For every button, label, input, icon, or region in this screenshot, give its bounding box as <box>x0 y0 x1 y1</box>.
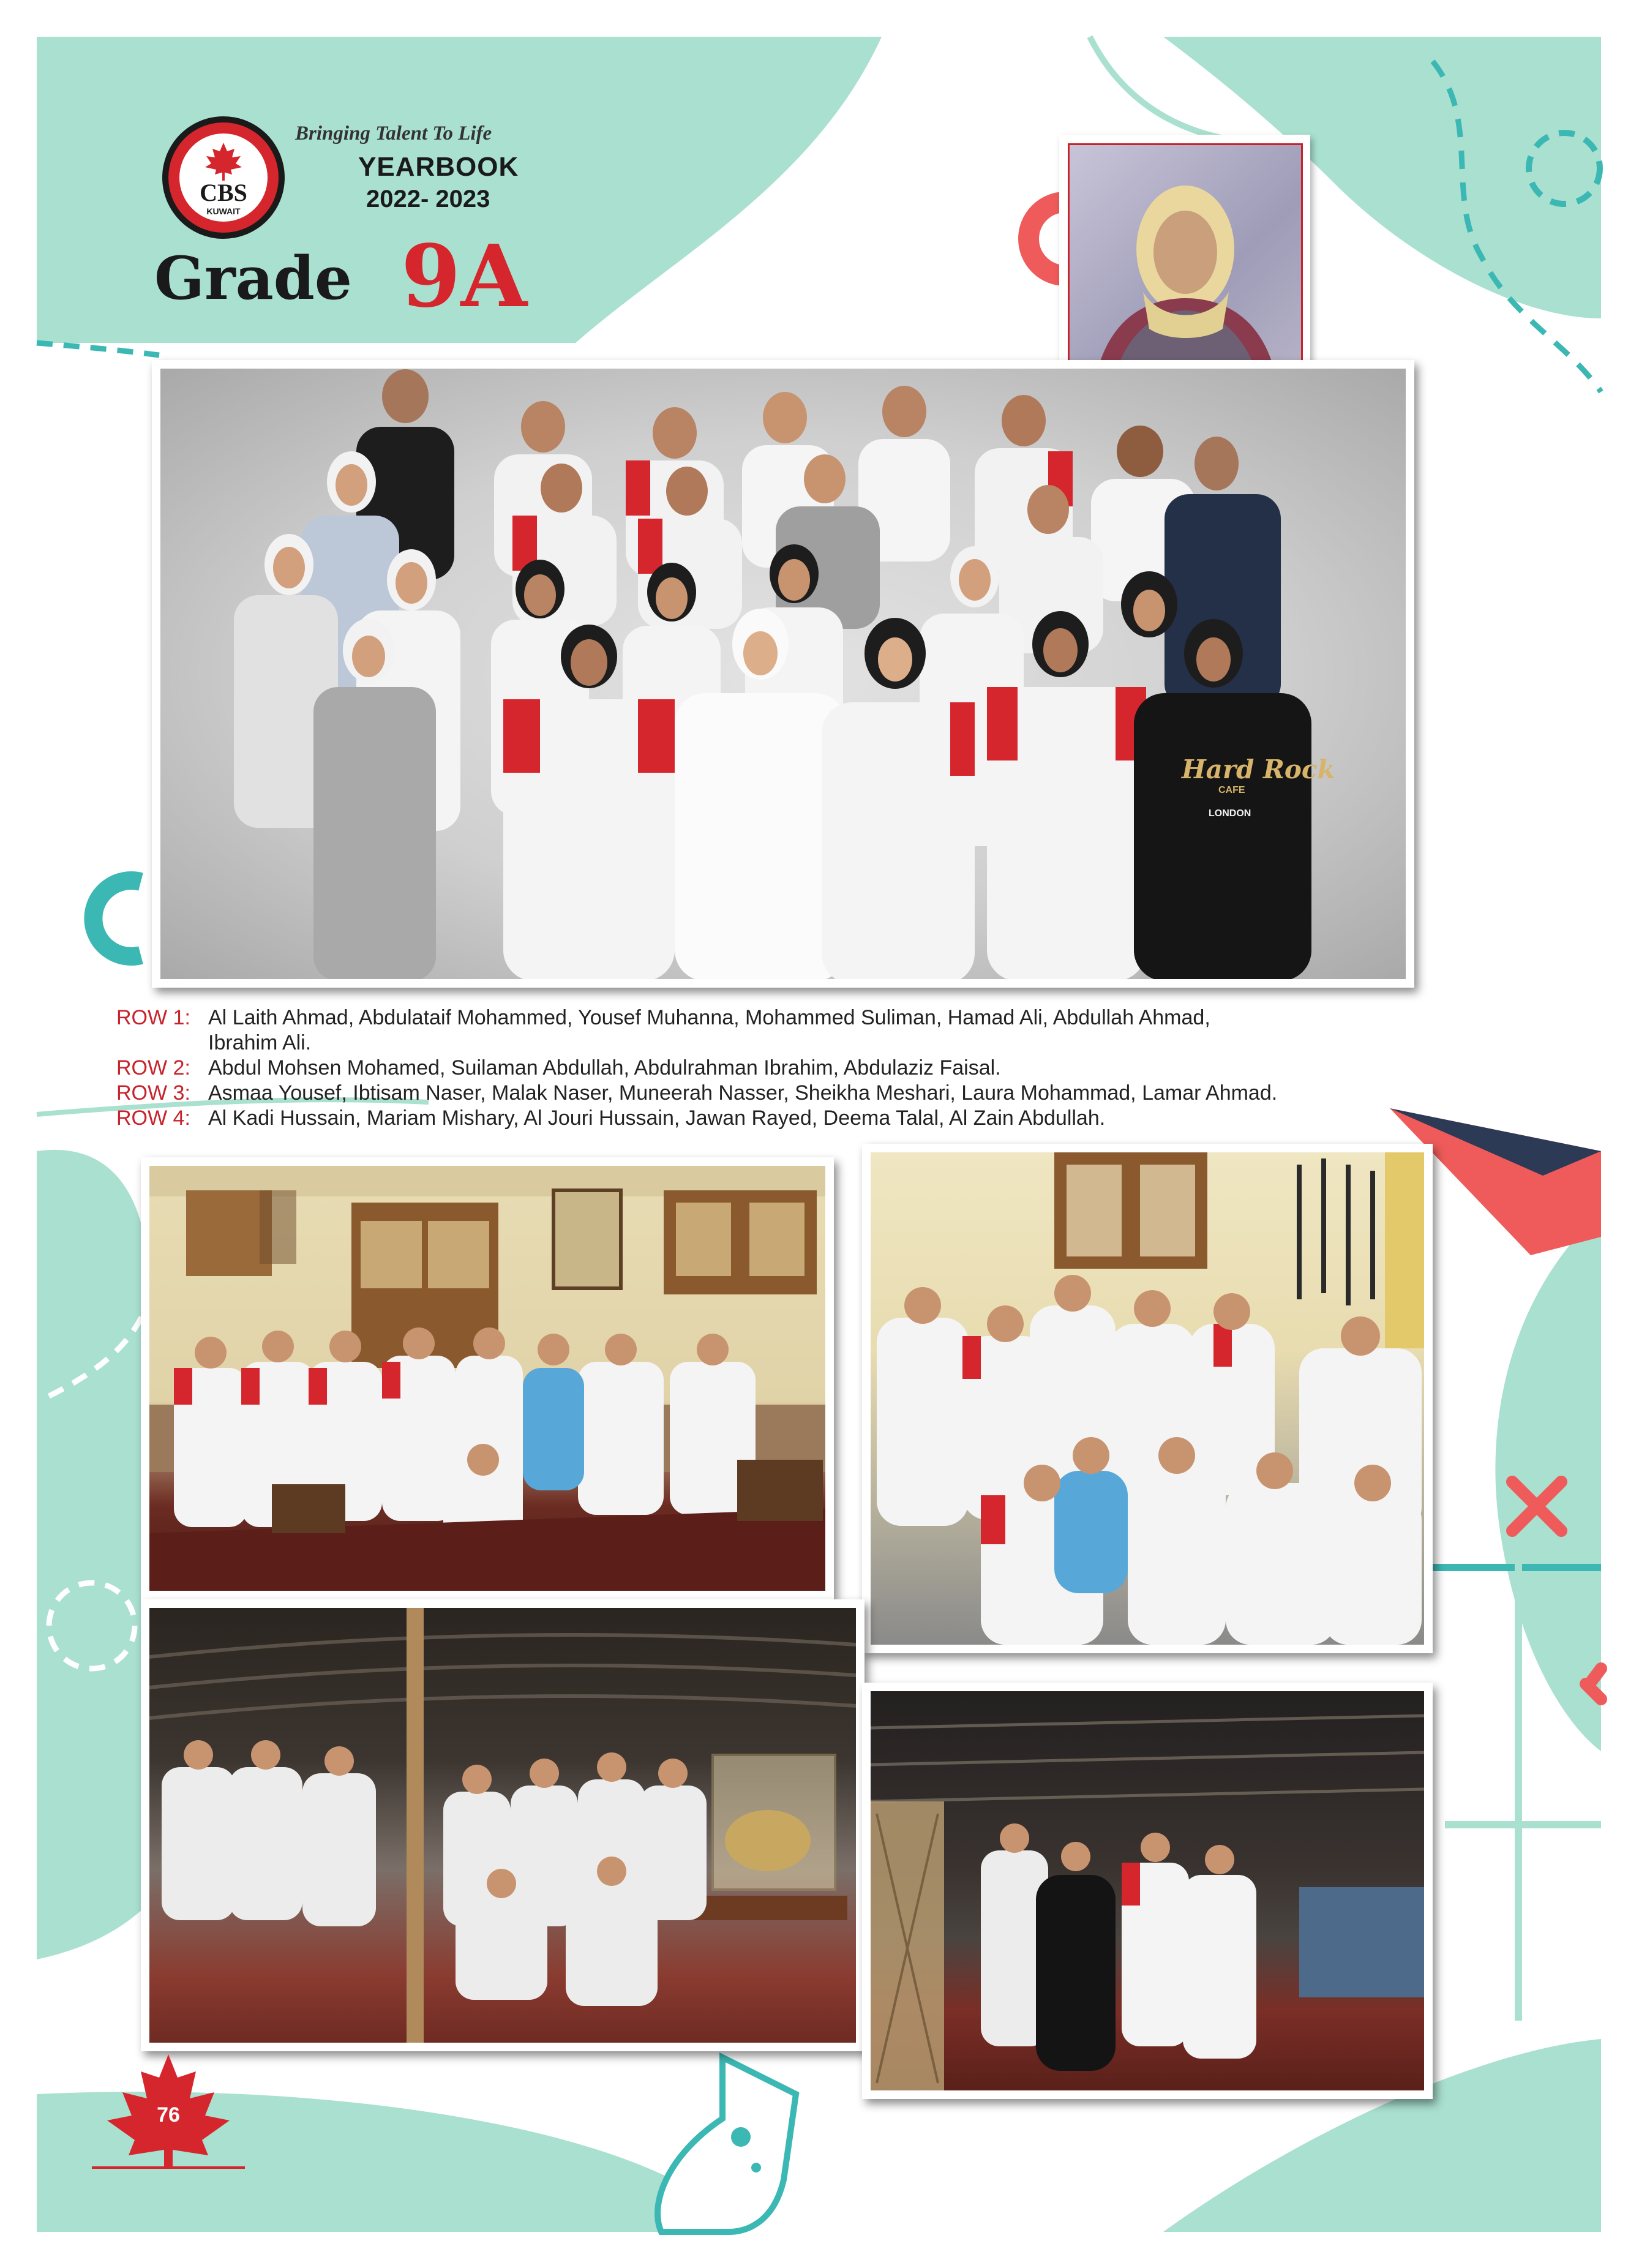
page-number-badge <box>92 2054 245 2174</box>
school-logo <box>156 113 291 242</box>
yearbook-label: YEARBOOK <box>358 152 519 182</box>
activity-photo-4 <box>862 1683 1433 2099</box>
roster-row-4-label: ROW 4: <box>116 1106 190 1130</box>
hoodie-city: LONDON <box>1209 808 1251 819</box>
class-photo-card <box>152 360 1414 988</box>
roster-row-3 <box>116 1081 1277 1105</box>
activity-photo-1 <box>141 1157 834 1599</box>
grade-value: 9A <box>401 227 528 327</box>
roster-row-1-continuation: Ibrahim Ali. <box>208 1031 312 1054</box>
hoodie-brand: Hard Rock <box>1182 754 1335 784</box>
roster-row-4 <box>116 1106 1105 1130</box>
page-number: 76 <box>157 2103 180 2127</box>
roster-row-3-names: Asmaa Yousef, Ibtisam Naser, Malak Naser, Muneerah Nasser, Sheikha Meshari, Laura Mohammad, Lamar Ahmad. <box>208 1081 1278 1105</box>
roster-row-4-names: Al Kadi Hussain, Mariam Mishary, Al Jouri Hussain, Jawan Rayed, Deema Talal, Al Zain Abdullah. <box>208 1106 1106 1130</box>
teacher-photo <box>1068 143 1303 387</box>
roster-row-3-label: ROW 3: <box>116 1081 190 1105</box>
activity-photo-2 <box>862 1144 1433 1653</box>
tagline: Bringing Talent To Life <box>295 122 492 145</box>
class-photo <box>160 369 1406 979</box>
hoodie-sub: CAFE <box>1218 785 1245 795</box>
activity-photo-3 <box>141 1599 865 2051</box>
grade-word: Grade <box>154 244 352 313</box>
roster-row-1 <box>116 1006 1210 1030</box>
yearbook-year: 2022- 2023 <box>366 186 490 212</box>
roster-row-2-label: ROW 2: <box>116 1056 190 1080</box>
logo-text: CBS <box>200 179 247 206</box>
roster-row-2-names: Abdul Mohsen Mohamed, Suilaman Abdullah, Abdulrahman Ibrahim, Abdulaziz Faisal. <box>208 1056 1001 1080</box>
logo-subtext: KUWAIT <box>206 206 241 216</box>
roster-row-1-names: Al Laith Ahmad, Abdulataif Mohammed, Yousef Muhanna, Mohammed Suliman, Hamad Ali, Abdullah Ahmad, <box>208 1006 1210 1029</box>
roster-row-2 <box>116 1056 1001 1080</box>
roster-row-1-label: ROW 1: <box>116 1006 190 1029</box>
